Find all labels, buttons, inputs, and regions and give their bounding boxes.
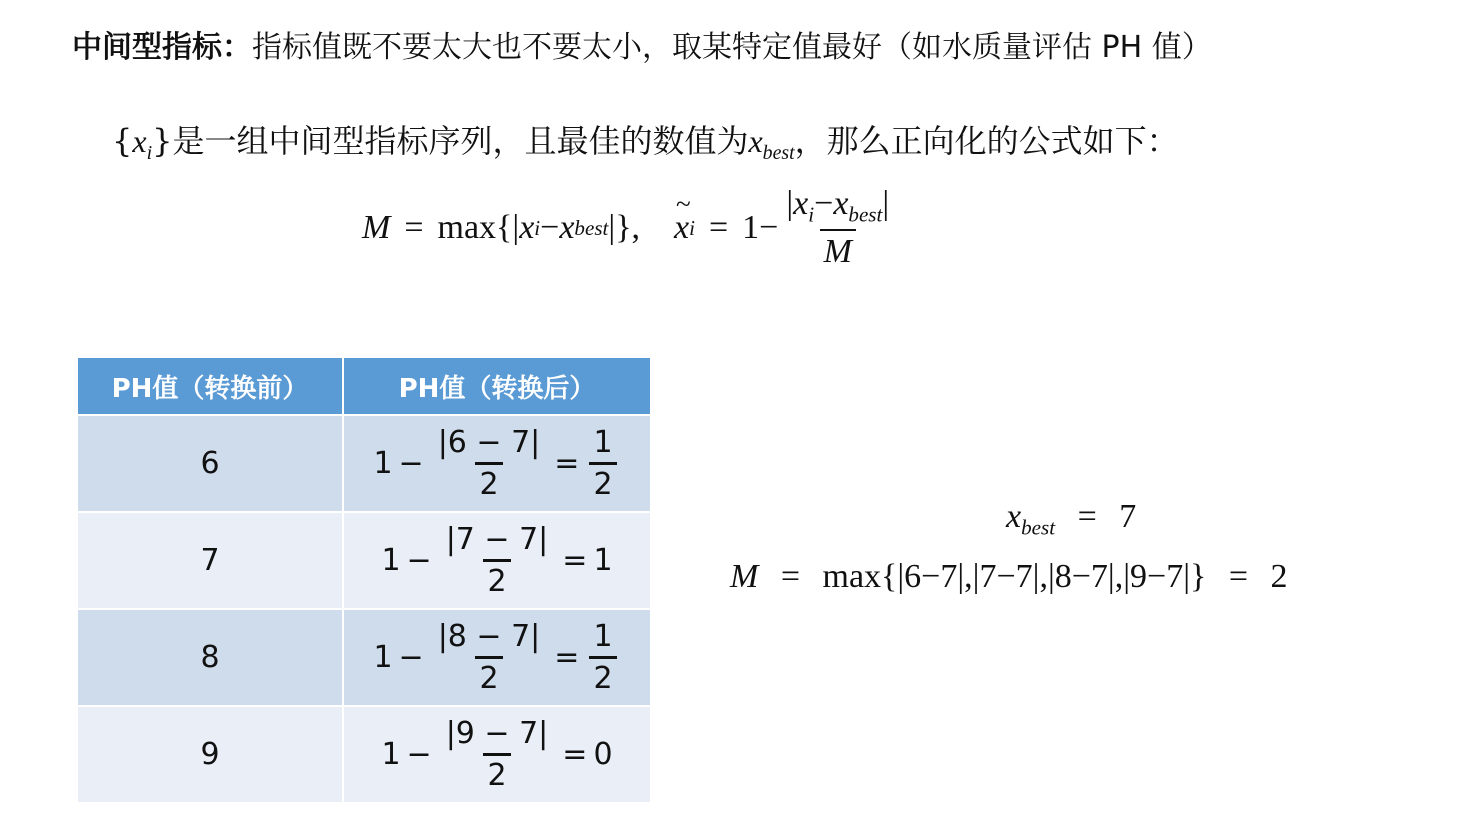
intro-sub-best: best [762,141,795,164]
formula-denominator: M [820,229,856,271]
cell-before: 9 [77,706,343,803]
formula-max-open: max{| [437,209,520,246]
intro-text-1: 是一组中间型指标序列，且最佳的数值为 [172,122,749,160]
cell-after: 1 − $\frac{|9 - 7|}{2}$ = 0 [343,706,651,803]
formula-sub-i: i [534,215,541,240]
formula-eq-1: = [404,209,424,246]
formula-minus: − [540,209,560,246]
tilde-mark: ~ [676,189,691,219]
formula-x: x [519,209,535,246]
table-row [77,706,651,803]
heading [72,22,1212,66]
formula-x-3: x [674,209,690,246]
table-row [77,512,651,609]
cell-after: 1 − $\frac{|8 - 7|}{2}$ = $\frac{1}{2}$ [343,609,651,706]
heading-text: 指标值既不要太大也不要太小，取某特定值最好（如水质量评估 PH 值） [252,30,1212,65]
x-best-value: 7 [1119,498,1137,535]
cell-before: 6 [77,415,343,512]
formula-numerator: $|x_i-x_{best}|$ [786,184,890,227]
table-row [77,415,651,512]
formula-fraction [782,185,893,271]
ph-table [76,356,652,804]
set-close-brace: } [152,122,173,160]
table-row [77,609,651,706]
formula-sub-i-2: i [689,215,695,240]
intro-sub-i: i [146,141,153,164]
formula-max-close: |}, [608,209,641,246]
formula-M: M [362,209,391,246]
intro-line [112,116,1179,165]
x-best-line: $x_{best} = 7$ [1006,498,1137,540]
set-open-brace: { [112,122,133,160]
M-value: 2 [1270,558,1288,595]
header-before: PH值（转换前） [77,357,343,415]
M-value-line: M = max{|6−7|,|7−7|,|8−7|,|9−7|} = 2 [730,558,1288,595]
formula-x-tilde [674,189,691,247]
intro-x: x [132,123,147,159]
cell-before: 7 [77,512,343,609]
cell-before: 8 [77,609,343,706]
cell-after: 1 − $\frac{|7 - 7|}{2}$ = 1 [343,512,651,609]
formula-one-minus: 1− [742,209,779,246]
cell-after: 1 − $\frac{|6 - 7|}{2}$ = $\frac{1}{2}$ [343,415,651,512]
formula-sub-best: best [574,215,609,240]
intro-text-2: ，那么正向化的公式如下： [794,122,1179,160]
header-after: PH值（转换后） [343,357,651,415]
formula-x-2: x [559,209,575,246]
main-formula [362,182,897,274]
max-expression: max{|6−7|,|7−7|,|8−7|,|9−7|} [822,558,1207,595]
formula-eq-2: = [708,209,729,246]
intro-x-best: x [748,123,763,159]
heading-label: 中间型指标： [72,30,252,65]
